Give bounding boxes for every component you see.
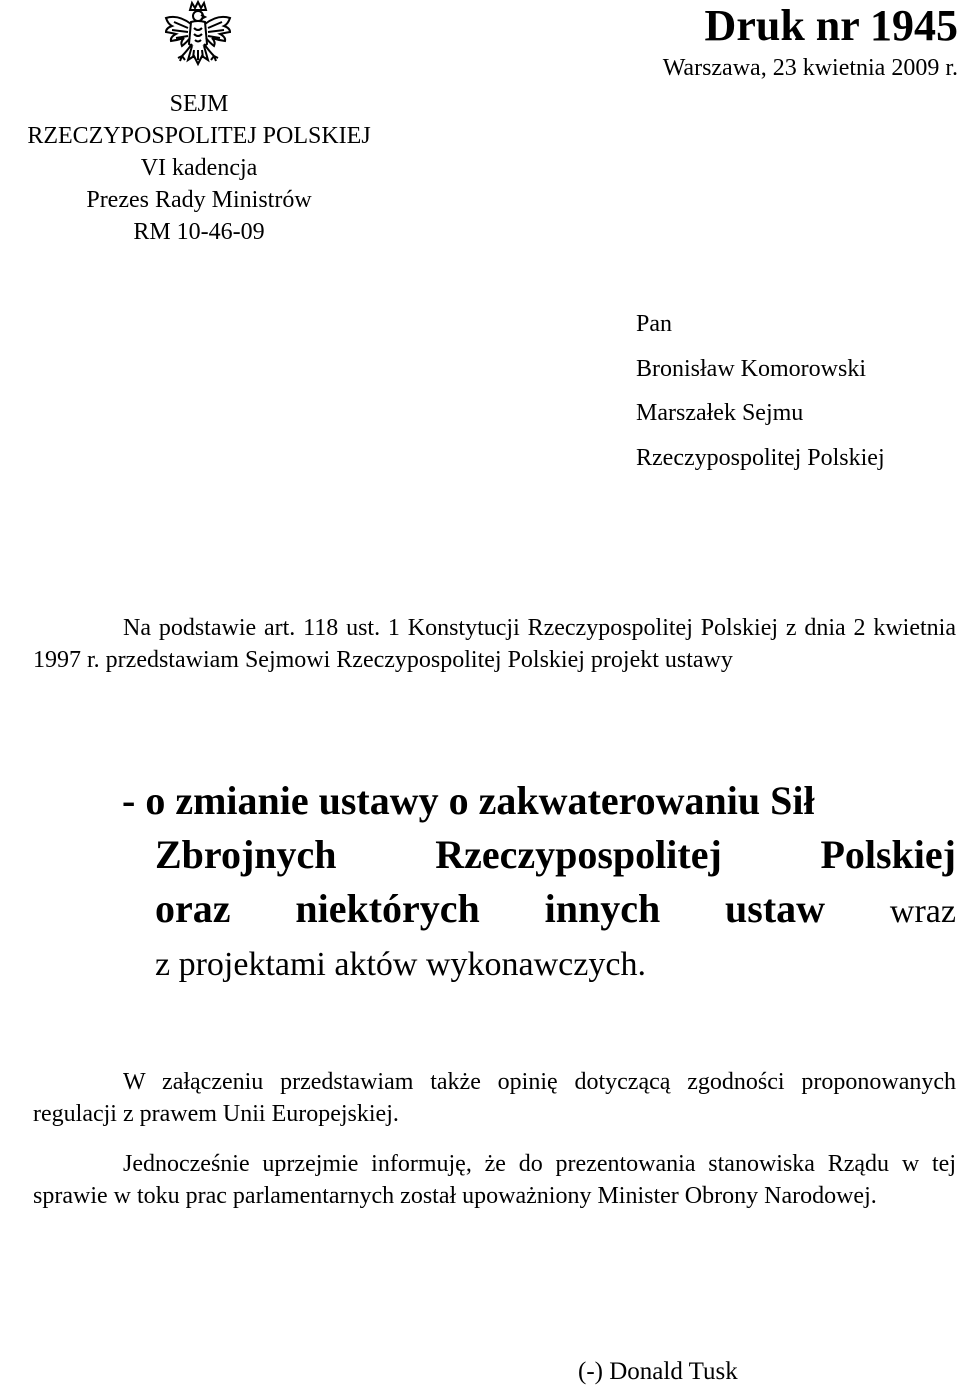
sender-line: VI kadencja [140, 155, 258, 181]
bill-word: Rzeczypospolitej [435, 832, 722, 877]
bill-title-line-2 [122, 828, 956, 882]
bill-title-line-3 [122, 882, 956, 939]
bill-word: oraz [155, 886, 231, 931]
addressee-line: Bronisław Komorowski [636, 355, 866, 382]
bill-word: niektórych [295, 886, 480, 931]
addressee-line: Pan [636, 311, 672, 337]
minister-paragraph: Jednocześnie uprzejmie informuję, że do prezentowania stanowiska Rządu w tej sprawie w toku prac parlamentarnych został upoważniony Minister Obrony Narodowej. [33, 1151, 956, 1209]
place-date: Warszawa, 23 kwietnia 2009 r. [662, 55, 958, 81]
bill-title [122, 774, 956, 991]
polish-eagle-emblem-icon [160, 0, 236, 82]
reference-number: RM 10-46-09 [133, 219, 265, 245]
bill-word: innych [544, 886, 661, 931]
bill-word: Polskiej [820, 832, 956, 877]
sender-line: SEJM [169, 91, 229, 117]
bill-title-line-1: - o zmianie ustawy o zakwaterowaniu Sił [122, 778, 815, 823]
attachment-paragraph: W załączeniu przedstawiam także opinię dotyczącą zgodności proponowanych regulacji z prawem Unii Europejskiej. [33, 1069, 956, 1127]
bill-word-suffix: wraz [889, 893, 956, 930]
sender-line: Prezes Rady Ministrów [86, 187, 312, 213]
bill-title-line-4: z projektami aktów wykonawczych. [155, 946, 646, 983]
signature: (-) Donald Tusk [578, 1358, 738, 1385]
bill-word: ustaw [725, 886, 826, 931]
bill-word: Zbrojnych [155, 832, 337, 877]
addressee-line: Rzeczypospolitej Polskiej [636, 444, 885, 471]
addressee-line: Marszałek Sejmu [636, 400, 804, 426]
intro-paragraph: Na podstawie art. 118 ust. 1 Konstytucji Rzeczypospolitej Polskiej z dnia 2 kwietnia 1997 r. przedstawiam Sejmowi Rzeczypospolitej Polskiej projekt ustawy [33, 615, 956, 673]
sender-block [0, 88, 398, 248]
sender-line: RZECZYPOSPOLITEJ POLSKIEJ [27, 123, 371, 149]
addressee-block [636, 302, 885, 480]
print-number: Druk nr 1945 [704, 1, 958, 50]
